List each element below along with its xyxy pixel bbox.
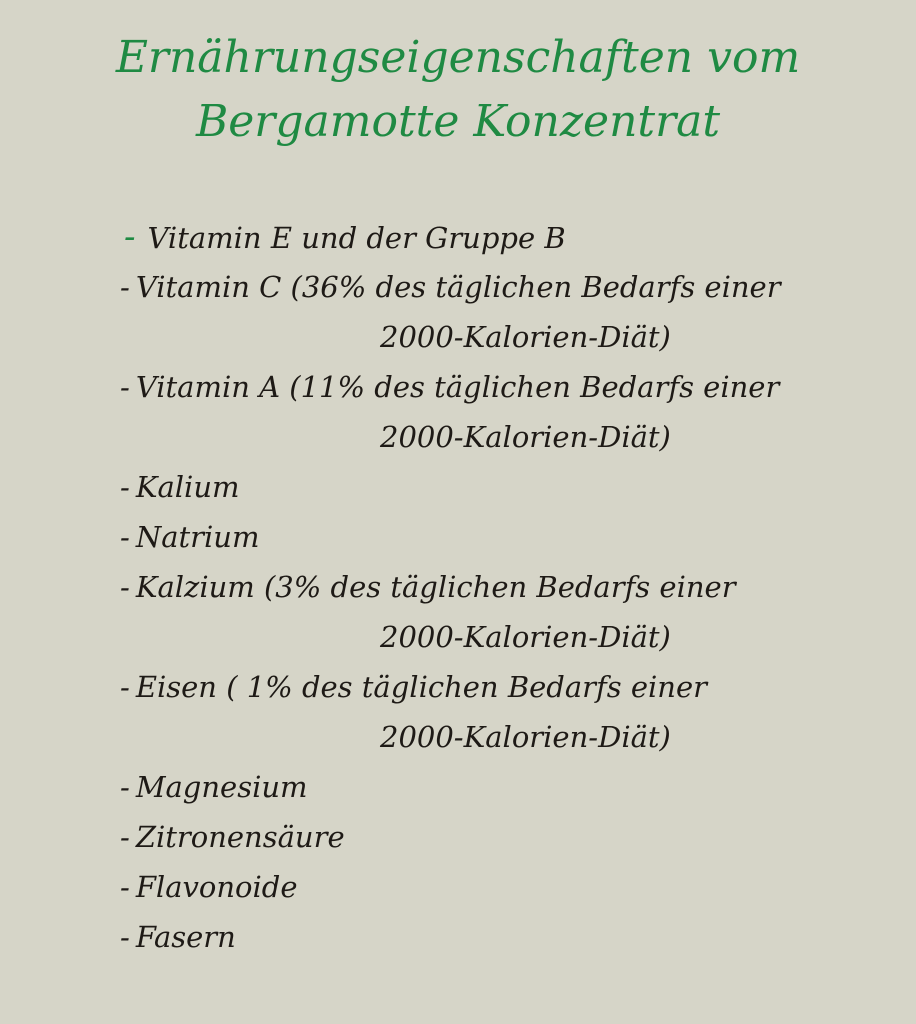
list-dash: - — [120, 870, 130, 904]
title-line-1: Ernährungseigenschaften vom — [115, 32, 801, 83]
list-item-text: Natrium — [135, 520, 260, 554]
list-item-vitamin-e — [120, 212, 880, 262]
list-item-magnesium — [120, 762, 880, 812]
list-dash: - — [120, 370, 130, 404]
list-item-vitamin-c — [120, 262, 880, 362]
list-dash: - — [120, 270, 130, 304]
list-item-continuation: 2000-Kalorien-Diät) — [380, 320, 671, 354]
list-dash: - — [120, 770, 130, 804]
list-item-zitronensaeure — [120, 812, 880, 862]
list-item-eisen — [120, 662, 880, 762]
nutrient-list — [120, 212, 880, 962]
list-item-kalzium — [120, 562, 880, 662]
list-item-natrium — [120, 512, 880, 562]
list-item-text: Flavonoide — [135, 870, 298, 904]
list-dash: - — [120, 670, 130, 704]
list-item-text: Kalium — [135, 470, 240, 504]
list-item-text: Zitronensäure — [135, 820, 345, 854]
list-item-continuation: 2000-Kalorien-Diät) — [380, 720, 671, 754]
list-item-text: Fasern — [135, 920, 236, 954]
list-item-text: Vitamin E und der Gruppe B — [147, 221, 566, 255]
list-item-fasern — [120, 912, 880, 962]
list-item-text: Vitamin A (11% des täglichen Bedarfs einer — [135, 370, 780, 404]
page-title — [0, 26, 916, 154]
list-item-vitamin-a — [120, 362, 880, 462]
list-item-text: Magnesium — [135, 770, 308, 804]
list-item-text: Kalzium (3% des täglichen Bedarfs einer — [135, 570, 736, 604]
list-dash: - — [120, 820, 130, 854]
list-dash: - — [120, 920, 130, 954]
list-dash: - — [120, 520, 130, 554]
list-dash: - — [124, 217, 136, 257]
list-dash: - — [120, 570, 130, 604]
list-item-text: Eisen ( 1% des täglichen Bedarfs einer — [135, 670, 707, 704]
list-item-text: Vitamin C (36% des täglichen Bedarfs einer — [135, 270, 781, 304]
title-line-2: Bergamotte Konzentrat — [195, 96, 721, 147]
list-item-continuation: 2000-Kalorien-Diät) — [380, 620, 671, 654]
list-item-flavonoide — [120, 862, 880, 912]
list-item-kalium — [120, 462, 880, 512]
list-item-continuation: 2000-Kalorien-Diät) — [380, 420, 671, 454]
list-dash: - — [120, 470, 130, 504]
